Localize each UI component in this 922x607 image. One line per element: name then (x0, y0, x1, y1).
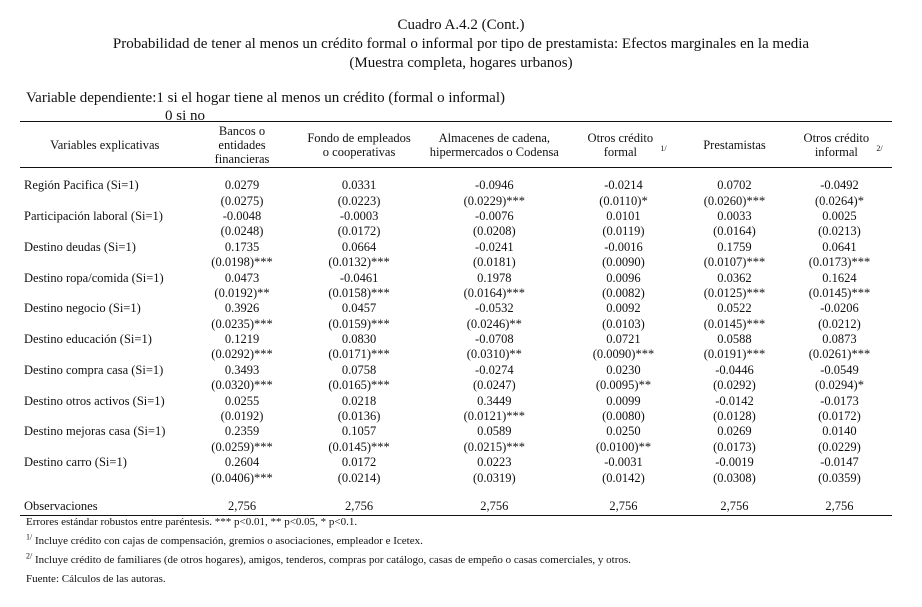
table-row-coef (20, 209, 892, 224)
standard-error-cell: (0.0246)** (466, 316, 522, 331)
coefficient-cell: 0.0033 (717, 208, 752, 223)
table-row-se (20, 440, 892, 455)
coefficient-cell: 0.0255 (224, 393, 260, 408)
column-header-fondo: Fondo de empleados o cooperativas (295, 122, 424, 168)
coefficient-cell: 0.0230 (606, 362, 641, 377)
dependent-variable-line1: Variable dependiente:1 si el hogar tiene al menos un crédito (formal o informal) (26, 90, 505, 106)
empty-cell (20, 440, 190, 455)
observations-cell: 2,756 (565, 498, 682, 516)
coefficient-cell: 0.2359 (224, 424, 260, 439)
coefficient-cell: -0.0003 (339, 208, 379, 223)
table-row-se (20, 409, 892, 424)
standard-error-cell: (0.0172) (337, 224, 381, 239)
standard-error-cell: (0.0235)*** (211, 316, 273, 331)
table-row-coef (20, 363, 892, 378)
standard-error-cell: (0.0136) (337, 409, 381, 424)
coefficient-cell: 0.1735 (224, 239, 260, 254)
table-row-se (20, 347, 892, 362)
standard-error-cell: (0.0125)*** (703, 285, 766, 300)
variable-label: Región Pacifica (Si=1) (24, 178, 139, 193)
coefficient-cell: 0.0279 (224, 178, 260, 193)
empty-cell (20, 409, 190, 424)
coefficient-cell: 0.0092 (606, 301, 641, 316)
coefficient-cell: 0.0522 (717, 301, 752, 316)
coefficient-cell: 0.3493 (224, 362, 260, 377)
standard-error-cell: (0.0173)*** (808, 255, 871, 270)
coefficient-cell: -0.0048 (222, 208, 262, 223)
standard-error-cell: (0.0082) (602, 285, 645, 300)
coefficient-cell: 0.0096 (606, 270, 641, 285)
coefficient-cell: -0.0031 (604, 455, 643, 470)
coefficient-cell: 0.0140 (822, 424, 857, 439)
dependent-variable-line2: 0 si no (165, 108, 206, 124)
variable-label: Destino otros activos (Si=1) (24, 393, 165, 408)
coefficient-cell: -0.0206 (820, 301, 859, 316)
standard-error-cell: (0.0294)* (815, 378, 864, 393)
table-row-coef (20, 393, 892, 408)
standard-error-cell: (0.0164)*** (463, 285, 526, 300)
table-row-coef (20, 424, 892, 439)
variable-label: Destino negocio (Si=1) (24, 301, 141, 316)
coefficient-cell: -0.0274 (475, 362, 514, 377)
standard-error-cell: (0.0181) (472, 255, 516, 270)
standard-error-cell: (0.0198)*** (211, 255, 273, 270)
empty-cell (20, 378, 190, 393)
coefficient-cell: 0.0362 (717, 270, 752, 285)
standard-error-cell: (0.0248) (220, 224, 264, 239)
footnote-1: $^{1/}$ Incluye crédito con cajas de compensación, gremios o asociaciones, empleador e Icetex. (26, 532, 423, 547)
table-row-coef (20, 301, 892, 316)
coefficient-cell: -0.0946 (475, 178, 514, 193)
regression-table (20, 121, 892, 516)
standard-error-cell: (0.0292)*** (211, 347, 273, 362)
standard-error-cell: (0.0107)*** (703, 255, 766, 270)
empty-cell (20, 286, 190, 301)
standard-error-cell: (0.0128) (713, 409, 756, 424)
coefficient-cell: 0.0457 (341, 301, 377, 316)
empty-cell (20, 224, 190, 239)
standard-error-cell: (0.0275) (220, 193, 264, 208)
observations-cell: 2,756 (682, 498, 787, 516)
variable-label: Destino mejoras casa (Si=1) (24, 424, 166, 439)
standard-error-cell: (0.0320)*** (211, 378, 273, 393)
coefficient-cell: 0.0218 (341, 393, 377, 408)
table-notes (26, 513, 631, 589)
table-row-se (20, 317, 892, 332)
footnote-2: $^{2/}$ Incluye crédito de familiares (de otros hogares), amigos, tenderos, compras por catálogo, casas de empeño o casas comerciales, y otros. (26, 551, 631, 566)
table-row-se (20, 378, 892, 393)
standard-error-cell: (0.0145)*** (808, 285, 871, 300)
column-header-variables: Variables explicativas (20, 122, 190, 168)
variable-label: Destino compra casa (Si=1) (24, 362, 164, 377)
standard-error-cell: (0.0158)*** (328, 285, 390, 300)
table-title: Probabilidad de tener al menos un crédito formal o informal por tipo de prestamista: Efectos marginales en la media (112, 36, 810, 52)
standard-error-cell: (0.0192)** (214, 285, 270, 300)
column-header-bancos: Bancos o entidades financieras (190, 122, 295, 168)
standard-error-cell: (0.0213) (818, 224, 861, 239)
column-header-otros-formal: Otros crédito formal $^{1/}$ (565, 122, 682, 168)
table-row-coef (20, 332, 892, 347)
standard-error-cell: (0.0260)*** (703, 193, 766, 208)
coefficient-cell: 0.1978 (477, 270, 512, 285)
standard-error-cell: (0.0229) (818, 439, 861, 454)
footnote-marker-2: 2/ (876, 143, 883, 153)
empty-cell (20, 255, 190, 270)
standard-error-cell: (0.0191)*** (703, 347, 766, 362)
coefficient-cell: -0.0016 (604, 239, 643, 254)
coefficient-cell: -0.0532 (475, 301, 514, 316)
coefficient-cell: -0.0708 (475, 332, 514, 347)
coefficient-cell: -0.0142 (715, 393, 754, 408)
table-row-coef (20, 455, 892, 470)
standard-error-cell: (0.0308) (713, 470, 756, 485)
table-row-coef (20, 178, 892, 193)
variable-label: Destino educación (Si=1) (24, 332, 152, 347)
column-header-row (20, 122, 892, 168)
dependent-variable (26, 89, 505, 125)
standard-error-cell: (0.0247) (472, 378, 516, 393)
table-row-se (20, 224, 892, 239)
observations-cell: 2,756 (424, 498, 565, 516)
coefficient-cell: -0.0461 (339, 270, 379, 285)
source-note: Fuente: Cálculos de las autoras. (26, 573, 166, 585)
standard-error-cell: (0.0172) (818, 409, 861, 424)
standard-error-cell: (0.0229)*** (463, 193, 526, 208)
standard-error-cell: (0.0121)*** (463, 409, 526, 424)
coefficient-cell: -0.0492 (820, 178, 859, 193)
standard-error-cell: (0.0359) (818, 470, 861, 485)
table-number: Cuadro A.4.2 (Cont.) (397, 17, 525, 33)
empty-cell (20, 193, 190, 208)
coefficient-cell: 0.0830 (341, 332, 377, 347)
coefficient-cell: 0.1624 (822, 270, 857, 285)
coefficient-cell: 0.0664 (341, 239, 377, 254)
table-row-coef (20, 240, 892, 255)
coefficient-cell: 0.0331 (341, 178, 377, 193)
coefficient-cell: -0.0214 (604, 178, 643, 193)
standard-error-cell: (0.0132)*** (328, 255, 390, 270)
footnote-marker-1: 1/ (660, 143, 667, 153)
standard-error-cell: (0.0110)* (599, 193, 648, 208)
standard-error-cell: (0.0164) (713, 224, 756, 239)
coefficient-cell: -0.0147 (820, 455, 859, 470)
coefficient-cell: 0.0758 (341, 362, 377, 377)
table-header (0, 16, 922, 73)
column-header-otros-informal: Otros crédito informal $^{2/}$ (787, 122, 892, 168)
table-row-se (20, 470, 892, 485)
standard-error-cell: (0.0223) (337, 193, 381, 208)
standard-error-cell: (0.0173) (713, 439, 756, 454)
standard-error-cell: (0.0142) (602, 470, 645, 485)
standard-error-cell: (0.0145)*** (703, 316, 766, 331)
standard-error-cell: (0.0095)** (595, 378, 652, 393)
table-row-se (20, 286, 892, 301)
coefficient-cell: 0.0172 (341, 455, 377, 470)
coefficient-cell: 0.0702 (717, 178, 752, 193)
standard-error-cell: (0.0090)*** (592, 347, 655, 362)
coefficient-cell: -0.0241 (475, 239, 514, 254)
standard-error-cell: (0.0171)*** (328, 347, 390, 362)
coefficient-cell: 0.1219 (224, 332, 260, 347)
column-header-prestamistas: Prestamistas (682, 122, 787, 168)
coefficient-cell: 0.3926 (224, 301, 260, 316)
table-subtitle: (Muestra completa, hogares urbanos) (349, 55, 573, 71)
coefficient-cell: 0.0269 (717, 424, 752, 439)
coefficient-cell: 0.0250 (606, 424, 641, 439)
table-body (20, 168, 892, 516)
coefficient-cell: 0.0101 (606, 208, 641, 223)
coefficient-cell: 0.1057 (341, 424, 377, 439)
standard-error-cell: (0.0100)** (595, 439, 652, 454)
standard-error-cell: (0.0208) (472, 224, 516, 239)
table-row-coef (20, 270, 892, 285)
coefficient-cell: 0.0641 (822, 239, 857, 254)
standard-error-cell: (0.0145)*** (328, 439, 390, 454)
standard-error-cell: (0.0192) (220, 409, 264, 424)
standard-error-cell: (0.0406)*** (211, 470, 273, 485)
coefficient-cell: 0.0589 (477, 424, 512, 439)
standard-error-cell: (0.0080) (602, 409, 645, 424)
standard-error-cell: (0.0119) (602, 224, 645, 239)
standard-error-cell: (0.0264)* (815, 193, 864, 208)
standard-error-cell: (0.0261)*** (808, 347, 871, 362)
standard-error-cell: (0.0090) (602, 255, 645, 270)
coefficient-cell: -0.0446 (715, 362, 754, 377)
empty-cell (20, 470, 190, 485)
standard-error-cell: (0.0292) (713, 378, 756, 393)
standard-error-cell: (0.0319) (472, 470, 516, 485)
coefficient-cell: -0.0549 (820, 362, 859, 377)
variable-label: Destino ropa/comida (Si=1) (24, 270, 164, 285)
coefficient-cell: -0.0019 (715, 455, 754, 470)
observations-cell: 2,756 (787, 498, 892, 516)
coefficient-cell: 0.0873 (822, 332, 857, 347)
standard-error-cell: (0.0165)*** (328, 378, 390, 393)
standard-error-cell: (0.0259)*** (211, 439, 273, 454)
standard-error-cell: (0.0103) (602, 316, 645, 331)
coefficient-cell: 0.0223 (477, 455, 512, 470)
observations-cell: 2,756 (295, 498, 424, 516)
standard-error-cell: (0.0310)** (466, 347, 522, 362)
coefficient-cell: 0.0721 (606, 332, 641, 347)
standard-error-cell: (0.0159)*** (328, 316, 390, 331)
coefficient-cell: -0.0076 (475, 208, 514, 223)
variable-label: Destino carro (Si=1) (24, 455, 127, 470)
significance-note: Errores estándar robustos entre paréntesis. *** p<0.01, ** p<0.05, * p<0.1. (26, 516, 358, 528)
coefficient-cell: 0.0099 (606, 393, 641, 408)
coefficient-cell: 0.1759 (717, 239, 752, 254)
empty-cell (20, 317, 190, 332)
coefficient-cell: 0.0473 (224, 270, 260, 285)
observations-cell: 2,756 (190, 498, 295, 516)
empty-cell (20, 347, 190, 362)
coefficient-cell: 0.2604 (224, 455, 260, 470)
standard-error-cell: (0.0212) (818, 316, 861, 331)
table-row-se (20, 255, 892, 270)
standard-error-cell: (0.0215)*** (463, 439, 526, 454)
coefficient-cell: -0.0173 (820, 393, 859, 408)
observations-label: Observaciones (20, 498, 190, 516)
coefficient-cell: 0.0025 (822, 208, 857, 223)
coefficient-cell: 0.0588 (717, 332, 752, 347)
variable-label: Participación laboral (Si=1) (24, 208, 163, 223)
column-header-almacenes: Almacenes de cadena, hipermercados o Codensa (424, 122, 565, 168)
table-row-se (20, 193, 892, 208)
coefficient-cell: 0.3449 (477, 393, 512, 408)
variable-label: Destino deudas (Si=1) (24, 239, 136, 254)
standard-error-cell: (0.0214) (337, 470, 381, 485)
